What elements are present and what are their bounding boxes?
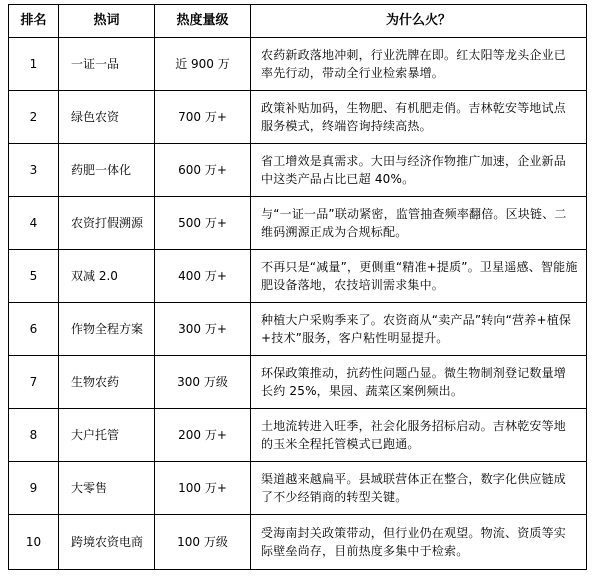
- rank-cell: 7: [9, 356, 59, 409]
- rank-cell: 3: [9, 144, 59, 197]
- table-row: [9, 144, 587, 197]
- term-cell: 作物全程方案: [59, 303, 155, 356]
- rank-cell: 2: [9, 91, 59, 144]
- reason-cell: 省工增效是真需求。大田与经济作物推广加速，企业新品中这类产品占比已超 40%。: [251, 144, 587, 197]
- header-reason: 为什么火？: [251, 5, 587, 38]
- heat-cell: 100 万级: [155, 515, 251, 570]
- reason-cell: 不再只是“减量”，更侧重“精准+提质”。卫星遥感、智能施肥设备落地，农技培训需求集中。: [251, 250, 587, 303]
- term-cell: 跨境农资电商: [59, 515, 155, 570]
- rank-cell: 10: [9, 515, 59, 570]
- table-row: [9, 515, 587, 570]
- rank-cell: 6: [9, 303, 59, 356]
- hot-terms-table: [8, 4, 587, 570]
- table-body: [9, 38, 587, 570]
- heat-cell: 近 900 万: [155, 38, 251, 91]
- term-cell: 双减 2.0: [59, 250, 155, 303]
- table-row: [9, 250, 587, 303]
- heat-cell: 600 万+: [155, 144, 251, 197]
- table-row: [9, 38, 587, 91]
- reason-cell: 渠道越来越扁平。县域联营体正在整合，数字化供应链成了不少经销商的转型关键。: [251, 462, 587, 515]
- rank-cell: 8: [9, 409, 59, 462]
- header-rank: 排名: [9, 5, 59, 38]
- reason-cell: 政策补贴加码，生物肥、有机肥走俏。吉林乾安等地试点服务模式，终端咨询持续高热。: [251, 91, 587, 144]
- heat-cell: 700 万+: [155, 91, 251, 144]
- hot-terms-table-wrapper: [8, 4, 587, 570]
- term-cell: 大户托管: [59, 409, 155, 462]
- term-cell: 大零售: [59, 462, 155, 515]
- reason-cell: 与“一证一品”联动紧密，监管抽查频率翻倍。区块链、二维码溯源正成为合规标配。: [251, 197, 587, 250]
- term-cell: 一证一品: [59, 38, 155, 91]
- term-cell: 绿色农资: [59, 91, 155, 144]
- header-term: 热词: [59, 5, 155, 38]
- term-cell: 农资打假溯源: [59, 197, 155, 250]
- rank-cell: 9: [9, 462, 59, 515]
- table-row: [9, 91, 587, 144]
- rank-cell: 4: [9, 197, 59, 250]
- table-header: [9, 5, 587, 38]
- heat-cell: 100 万+: [155, 462, 251, 515]
- rank-cell: 1: [9, 38, 59, 91]
- reason-cell: 土地流转进入旺季，社会化服务招标启动。吉林乾安等地的玉米全程托管模式已跑通。: [251, 409, 587, 462]
- reason-cell: 农药新政落地冲刺，行业洗牌在即。红太阳等龙头企业已率先行动，带动全行业检索暴增。: [251, 38, 587, 91]
- table-row: [9, 356, 587, 409]
- reason-cell: 种植大户采购季来了。农资商从“卖产品”转向“营养+植保+技术”服务，客户粘性明显提升。: [251, 303, 587, 356]
- reason-cell: 受海南封关政策带动，但行业仍在观望。物流、资质等实际壁垒尚存，目前热度多集中于检索。: [251, 515, 587, 570]
- table-row: [9, 303, 587, 356]
- heat-cell: 200 万+: [155, 409, 251, 462]
- term-cell: 生物农药: [59, 356, 155, 409]
- reason-cell: 环保政策推动，抗药性问题凸显。微生物制剂登记数量增长约 25%，果园、蔬菜区案例频出。: [251, 356, 587, 409]
- heat-cell: 500 万+: [155, 197, 251, 250]
- header-row: [9, 5, 587, 38]
- heat-cell: 300 万级: [155, 356, 251, 409]
- rank-cell: 5: [9, 250, 59, 303]
- heat-cell: 400 万+: [155, 250, 251, 303]
- header-heat: 热度量级: [155, 5, 251, 38]
- table-row: [9, 409, 587, 462]
- term-cell: 药肥一体化: [59, 144, 155, 197]
- table-row: [9, 462, 587, 515]
- heat-cell: 300 万+: [155, 303, 251, 356]
- table-row: [9, 197, 587, 250]
